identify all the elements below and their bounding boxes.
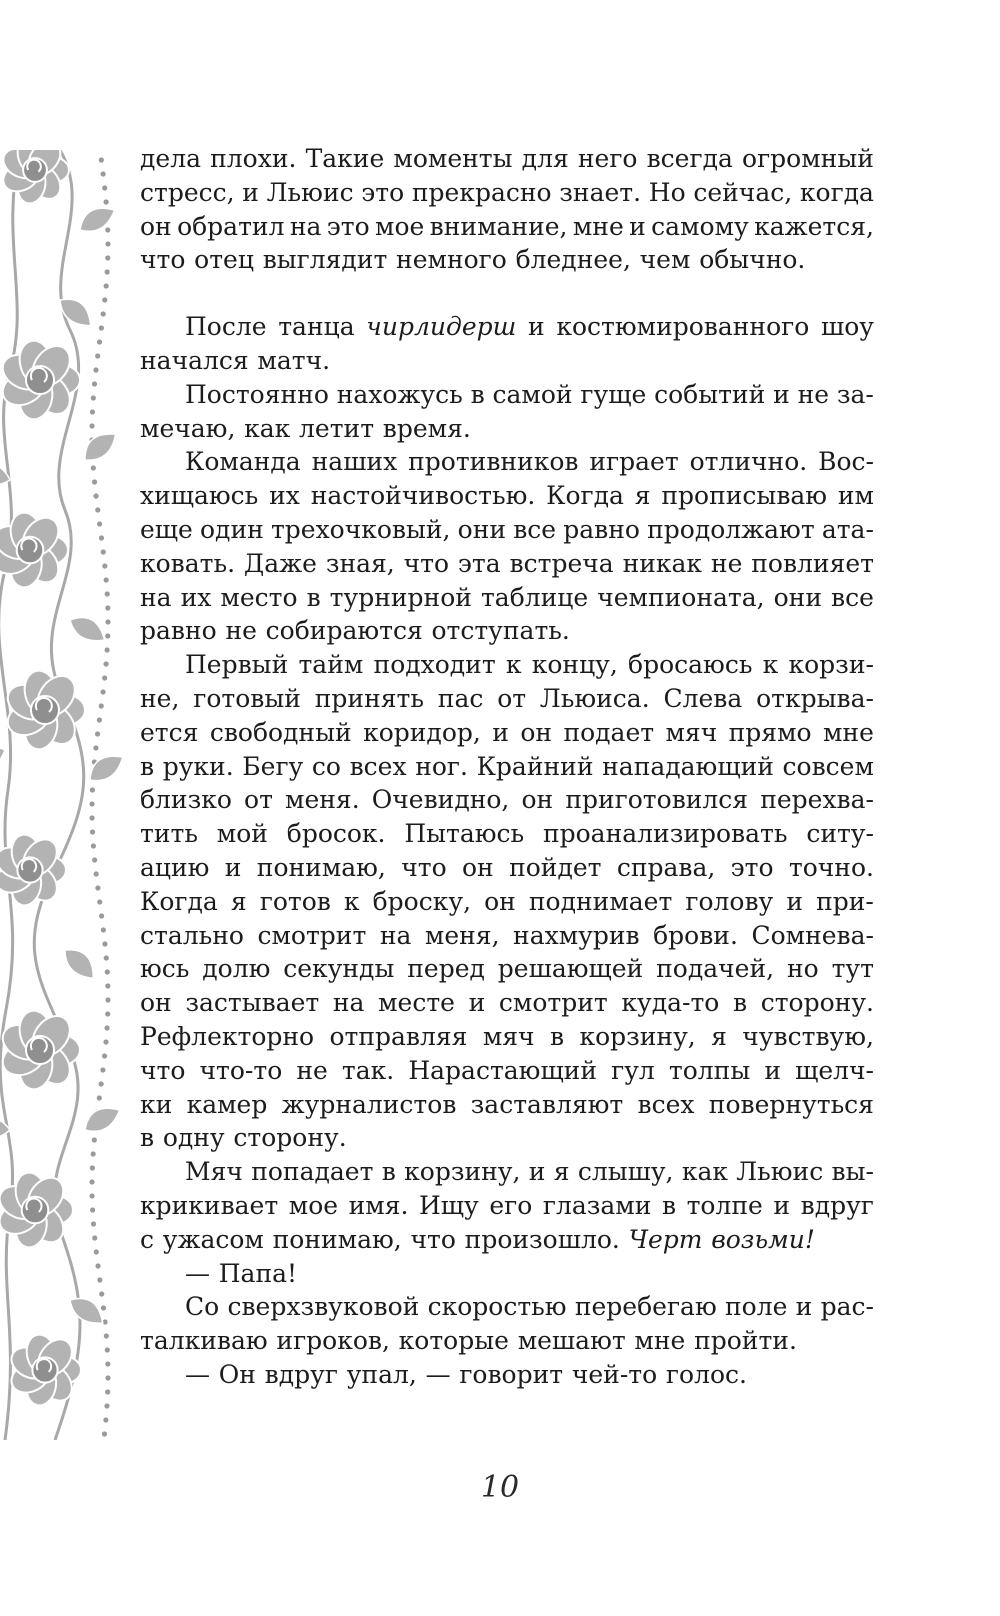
paragraph <box>140 445 874 648</box>
rose-vine-icon <box>0 150 150 1440</box>
leaf-icon <box>78 426 121 467</box>
leaf-icon <box>66 610 111 647</box>
text-line: Рефлекторно отправляя мяч в корзину, я чувствую, <box>140 1021 874 1051</box>
text-line: Первый тайм подходит к концу, бросаюсь к корзи- <box>185 650 874 680</box>
rose-icon <box>6 1332 81 1409</box>
text-line: в руки. Бегу со всех ног. Крайний нападающий совсем <box>140 751 874 781</box>
text-line: юсь долю секунды перед решающей подачей, но тут <box>140 954 874 984</box>
text-line: ки камер журналистов заставляют всех повернуться <box>140 1089 874 1119</box>
text-line: талкиваю игроков, которые мешают мне пройти. <box>140 1326 797 1356</box>
paragraph <box>140 310 874 378</box>
text-line: с ужасом понимаю, что произошло. Черт возьми! <box>140 1224 815 1254</box>
text-line: еще один трехочковый, они все равно продолжают ата- <box>140 514 874 544</box>
paragraph-gap <box>140 277 874 310</box>
text-line: стресс, и Льюис это прекрасно знает. Но сейчас, когда <box>140 177 874 207</box>
text-line: близко от меня. Очевидно, он приготовился перехва- <box>140 785 874 815</box>
text-line: ацию и понимаю, что он пойдет справа, это точно. <box>140 852 874 882</box>
leaf-icon <box>80 1100 125 1137</box>
text-line: Постоянно нахожусь в самой гуще событий и не за- <box>185 379 874 409</box>
text-line: крикивает мое имя. Ищу его глазами в толпе и вдруг <box>140 1190 874 1220</box>
rose-icon <box>0 337 80 422</box>
text-line: ется свободный коридор, и он подает мяч прямо мне <box>140 717 874 747</box>
text-line: тить мой бросок. Пытаюсь проанализировать ситу- <box>140 819 874 849</box>
text-line: Когда я готов к броску, он поднимает голову и при- <box>140 886 874 916</box>
text-line: он обратил на это мое внимание, мне и самому кажется, <box>140 211 874 241</box>
text-line: — Папа! <box>185 1258 298 1288</box>
text-line: ковать. Даже зная, что эта встреча никак не повлияет <box>140 548 874 578</box>
leaf-icon <box>59 942 101 984</box>
body-text <box>140 142 874 1392</box>
text-line: Мяч попадает в корзину, и я слышу, как Льюис вы- <box>185 1157 874 1187</box>
paragraph <box>140 1290 874 1358</box>
text-line: стально смотрит на меня, нахмурив брови. Сомнева- <box>140 920 874 950</box>
paragraph <box>140 378 874 446</box>
rose-icon <box>0 1007 80 1092</box>
text-line: мечаю, как летит время. <box>140 413 471 443</box>
page-number: 10 <box>480 1470 520 1505</box>
text-line: что отец выглядит немного бледнее, чем обычно. <box>140 245 806 275</box>
paragraph <box>140 142 874 277</box>
paragraph <box>140 1155 874 1256</box>
rose-icon <box>0 150 69 206</box>
paragraph <box>140 1257 874 1291</box>
leaf-icon <box>75 200 120 237</box>
text-line: не, готовый принять пас от Льюиса. Слева открыва- <box>140 683 874 713</box>
text-line: — Он вдруг упал, — говорит чей-то голос. <box>185 1359 747 1389</box>
text-line: Команда наших противников играет отлично. Вос- <box>185 447 874 477</box>
leaf-icon <box>65 1291 109 1330</box>
leaf-icon <box>84 748 128 787</box>
text-line: в одну сторону. <box>140 1123 347 1153</box>
leaf-icon <box>0 742 9 774</box>
text-line: равно не собираются отступать. <box>140 616 570 646</box>
text-line: После танца чирлидерш и костюмированного шоу <box>185 312 874 342</box>
paragraph <box>140 1358 874 1392</box>
text-line: что что-то не так. Нарастающий гул толпы и щелч- <box>140 1055 874 1085</box>
text-line: Со сверхзвуковой скоростью перебегаю поле и рас- <box>185 1292 874 1322</box>
text-line: начался матч. <box>140 345 331 375</box>
text-line: на их место в турнирной таблице чемпионата, они все <box>140 582 874 612</box>
text-line: хищаюсь их настойчивостью. Когда я прописываю им <box>140 481 874 511</box>
paragraph <box>140 648 874 1155</box>
rose-icon <box>2 667 85 752</box>
text-line: дела плохи. Такие моменты для него всегда огромный <box>140 144 874 173</box>
text-line: он застывает на месте и смотрит куда-то в сторону. <box>140 988 874 1018</box>
